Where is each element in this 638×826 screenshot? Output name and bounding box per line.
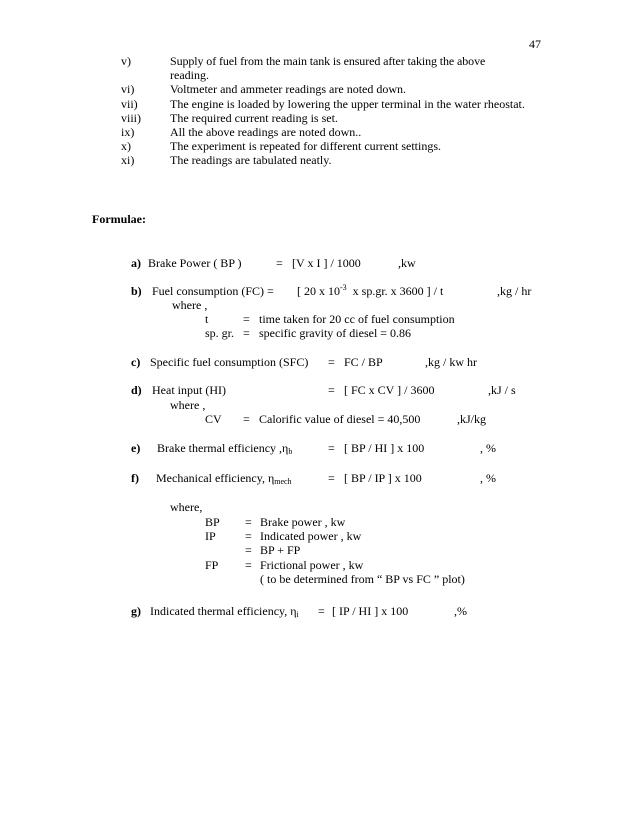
equals-sign: = (245, 529, 252, 543)
formula-label: f) (131, 471, 139, 485)
variable-symbol: FP (205, 558, 219, 572)
formula-name (156, 471, 292, 485)
step-number: viii) (121, 111, 141, 125)
equals-sign: = (276, 256, 283, 270)
variable-symbol: CV (205, 412, 222, 426)
step-text: Supply of fuel from the main tank is ensured after taking the above (170, 54, 486, 68)
step-number: xi) (121, 153, 135, 167)
formula-unit: ,kg / kw hr (425, 355, 477, 369)
variable-symbol: sp. gr. (205, 326, 235, 340)
step-text: All the above readings are noted down.. (170, 125, 362, 139)
expression-part: [ 20 x 10 (297, 284, 340, 298)
step-text: The experiment is repeated for different current settings. (170, 139, 442, 153)
step-number: v) (121, 54, 131, 68)
formula-expression: [ BP / HI ] x 100 (344, 441, 425, 455)
equals-sign: = (245, 515, 252, 529)
formula-label: g) (131, 604, 141, 618)
formula-expression: FC / BP (344, 355, 383, 369)
variable-symbol: BP (205, 515, 220, 529)
where-label: where , (172, 298, 208, 312)
step-text: The engine is loaded by lowering the upper terminal in the water rheostat. (170, 97, 525, 111)
formula-expression: [V x I ] / 1000 (292, 256, 361, 270)
formula-name-text: Mechanical efficiency, η (156, 471, 275, 485)
formula-unit: ,% (454, 604, 467, 618)
step-number: x) (121, 139, 131, 153)
formula-label: b) (131, 284, 142, 298)
formula-label: d) (131, 383, 142, 397)
formula-label: a) (131, 256, 141, 270)
formula-expression: [ FC x CV ] / 3600 (344, 383, 435, 397)
formula-name: Brake Power ( BP ) (148, 256, 242, 270)
equals-sign: = (328, 471, 335, 485)
formula-unit: ,kJ / s (488, 383, 516, 397)
variable-symbol: IP (205, 529, 216, 543)
plot-note: ( to be determined from “ BP vs FC ” plot) (260, 572, 465, 586)
expression-part: x sp.gr. x 3600 ] / t (352, 284, 444, 298)
exponent: -3 (340, 283, 347, 292)
formula-unit: ,kg / hr (497, 284, 532, 298)
formula-name (150, 604, 299, 618)
subscript: i (296, 610, 299, 619)
step-number: vii) (121, 97, 138, 111)
formula-name: Heat input (HI) (152, 383, 226, 397)
formula-label: e) (131, 441, 141, 455)
formula-unit: , % (480, 471, 496, 485)
formula-name: Specific fuel consumption (SFC) (150, 355, 309, 369)
equals-sign: = (245, 543, 252, 557)
page-number: 47 (529, 37, 541, 51)
formula-name-text: Indicated thermal efficiency, η (150, 604, 297, 618)
variable-description: Calorific value of diesel = 40,500 (259, 412, 421, 426)
formula-expression: [ BP / IP ] x 100 (344, 471, 422, 485)
formula-unit: , % (480, 441, 496, 455)
step-text: The required current reading is set. (170, 111, 338, 125)
formula-name (157, 441, 292, 455)
equals-sign: = (328, 441, 335, 455)
variable-symbol: t (205, 312, 209, 326)
formula-label: c) (131, 355, 141, 369)
formula-expression: [ IP / HI ] x 100 (332, 604, 409, 618)
step-text: The readings are tabulated neatly. (170, 153, 332, 167)
formula-unit: ,kw (398, 256, 416, 270)
subscript: b (288, 447, 293, 456)
variable-description: time taken for 20 cc of fuel consumption (259, 312, 455, 326)
step-text-continued: reading. (170, 68, 209, 82)
formula-expression (297, 284, 443, 298)
equals-sign: = (245, 558, 252, 572)
variable-unit: ,kJ/kg (457, 412, 487, 426)
step-number: vi) (121, 82, 135, 96)
equals-sign: = (328, 355, 335, 369)
section-heading: Formulae: (92, 212, 146, 226)
variable-description: Frictional power , kw (260, 558, 364, 572)
equals-sign: = (328, 383, 335, 397)
formula-name-text: Brake thermal efficiency ,η (157, 441, 289, 455)
step-text: Voltmeter and ammeter readings are noted down. (170, 82, 407, 96)
where-label: where, (170, 500, 203, 514)
formula-name: Fuel consumption (FC) = (152, 284, 274, 298)
variable-description: Brake power , kw (260, 515, 346, 529)
subscript: mech (274, 477, 292, 486)
variable-description: Indicated power , kw (260, 529, 362, 543)
equals-sign: = (243, 326, 250, 340)
variable-description: BP + FP (260, 543, 301, 557)
where-label: where , (170, 398, 206, 412)
equals-sign: = (243, 412, 250, 426)
equals-sign: = (243, 312, 250, 326)
step-number: ix) (121, 125, 135, 139)
variable-description: specific gravity of diesel = 0.86 (259, 326, 412, 340)
equals-sign: = (318, 604, 325, 618)
